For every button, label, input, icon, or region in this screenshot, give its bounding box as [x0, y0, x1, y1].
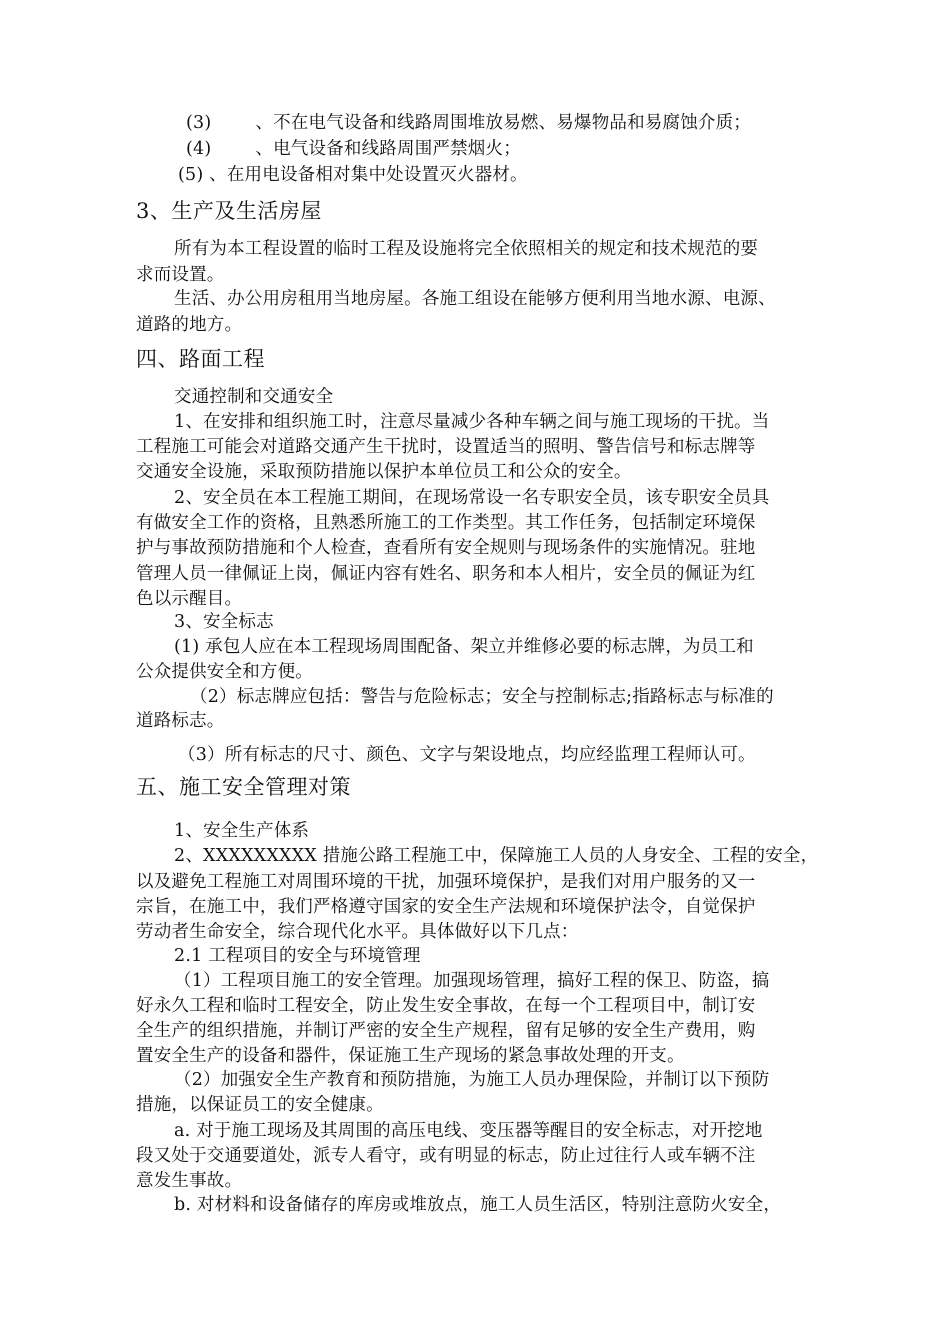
text-line: (1) 承包人应在本工程现场周围配备、架立并维修必要的标志牌，为员工和 — [174, 637, 754, 657]
text-line: 意发生事故。 — [136, 1171, 243, 1191]
text-line: 交通控制和交通安全 — [174, 387, 334, 407]
text-line: 道路标志。 — [136, 711, 225, 731]
text-line: 色以示醒目。 — [136, 589, 243, 609]
text-line: 3、安全标志 — [174, 612, 274, 632]
item-number: (4) — [186, 139, 212, 159]
text-line: 2.1 工程项目的安全与环境管理 — [174, 946, 421, 966]
list-item: (5) 、在用电设备相对集中处设置灭火器材。 — [178, 165, 528, 185]
item-number: (3) — [186, 113, 212, 133]
text-line: 全生产的组织措施，并制订严密的安全生产规程，留有足够的安全生产费用，购 — [136, 1021, 756, 1041]
text-line: 劳动者生命安全，综合现代化水平。具体做好以下几点： — [136, 922, 579, 942]
text-line: b. 对材料和设备储存的库房或堆放点，施工人员生活区，特别注意防火安全， — [174, 1195, 782, 1215]
text-line: （2）标志牌应包括：警告与危险标志；安全与控制标志;指路标志与标准的 — [190, 687, 774, 707]
item-text: 、不在电气设备和线路周围堆放易燃、易爆物品和易腐蚀介质； — [255, 113, 751, 133]
text-line: 1、安全生产体系 — [174, 821, 310, 841]
text-line: 段又处于交通要道处，派专人看守，或有明显的标志，防止过往行人或车辆不注 — [136, 1146, 756, 1166]
text-line: 公众提供安全和方便。 — [136, 662, 313, 682]
text-line: 好永久工程和临时工程安全，防止发生安全事故，在每一个工程项目中，制订安 — [136, 996, 756, 1016]
section-heading: 3、生产及生活房屋 — [136, 199, 322, 223]
text-line: （2）加强安全生产教育和预防措施，为施工人员办理保险，并制订以下预防 — [174, 1070, 770, 1090]
text-line: a. 对于施工现场及其周围的高压电线、变压器等醒目的安全标志，对开挖地 — [174, 1121, 763, 1141]
text-line: 置安全生产的设备和器件，保证施工生产现场的紧急事故处理的开支。 — [136, 1046, 685, 1066]
text-line: 所有为本工程设置的临时工程及设施将完全依照相关的规定和技术规范的要 — [174, 239, 759, 259]
text-line: 2、XXXXXXXXX 措施公路工程施工中，保障施工人员的人身安全、工程的安全， — [174, 846, 819, 866]
list-item — [186, 110, 751, 136]
text-line: 护与事故预防措施和个人检查，查看所有安全规则与现场条件的实施情况。驻地 — [136, 538, 756, 558]
text-line: （3）所有标志的尺寸、颜色、文字与架设地点，均应经监理工程师认可。 — [178, 745, 756, 765]
text-line: 有做安全工作的资格，且熟悉所施工的工作类型。其工作任务，包括制定环境保 — [136, 513, 756, 533]
text-line: 管理人员一律佩证上岗，佩证内容有姓名、职务和本人相片，安全员的佩证为红 — [136, 564, 756, 584]
text-line: 道路的地方。 — [136, 315, 243, 335]
section-heading: 五、施工安全管理对策 — [136, 775, 351, 799]
item-text: 、电气设备和线路周围严禁烟火； — [255, 139, 521, 159]
list-item — [186, 136, 521, 162]
text-line: 以及避免工程施工对周围环境的干扰，加强环境保护，是我们对用户服务的又一 — [136, 872, 756, 892]
text-line: 生活、办公用房租用当地房屋。各施工组设在能够方便利用当地水源、电源、 — [174, 289, 776, 309]
text-line: 措施，以保证员工的安全健康。 — [136, 1095, 384, 1115]
text-line: 2、安全员在本工程施工期间，在现场常设一名专职安全员，该专职安全员具 — [174, 488, 770, 508]
text-line: 交通安全设施，采取预防措施以保护本单位员工和公众的安全。 — [136, 462, 632, 482]
text-line: 1、在安排和组织施工时，注意尽量减少各种车辆之间与施工现场的干扰。当 — [174, 412, 770, 432]
text-line: 求而设置。 — [136, 265, 225, 285]
text-line: （1）工程项目施工的安全管理。加强现场管理，搞好工程的保卫、防盗，搞 — [174, 971, 770, 991]
section-heading: 四、路面工程 — [136, 347, 265, 371]
text-line: 宗旨，在施工中，我们严格遵守国家的安全生产法规和环境保护法令，自觉保护 — [136, 897, 756, 917]
text-line: 工程施工可能会对道路交通产生干扰时，设置适当的照明、警告信号和标志牌等 — [136, 437, 756, 457]
